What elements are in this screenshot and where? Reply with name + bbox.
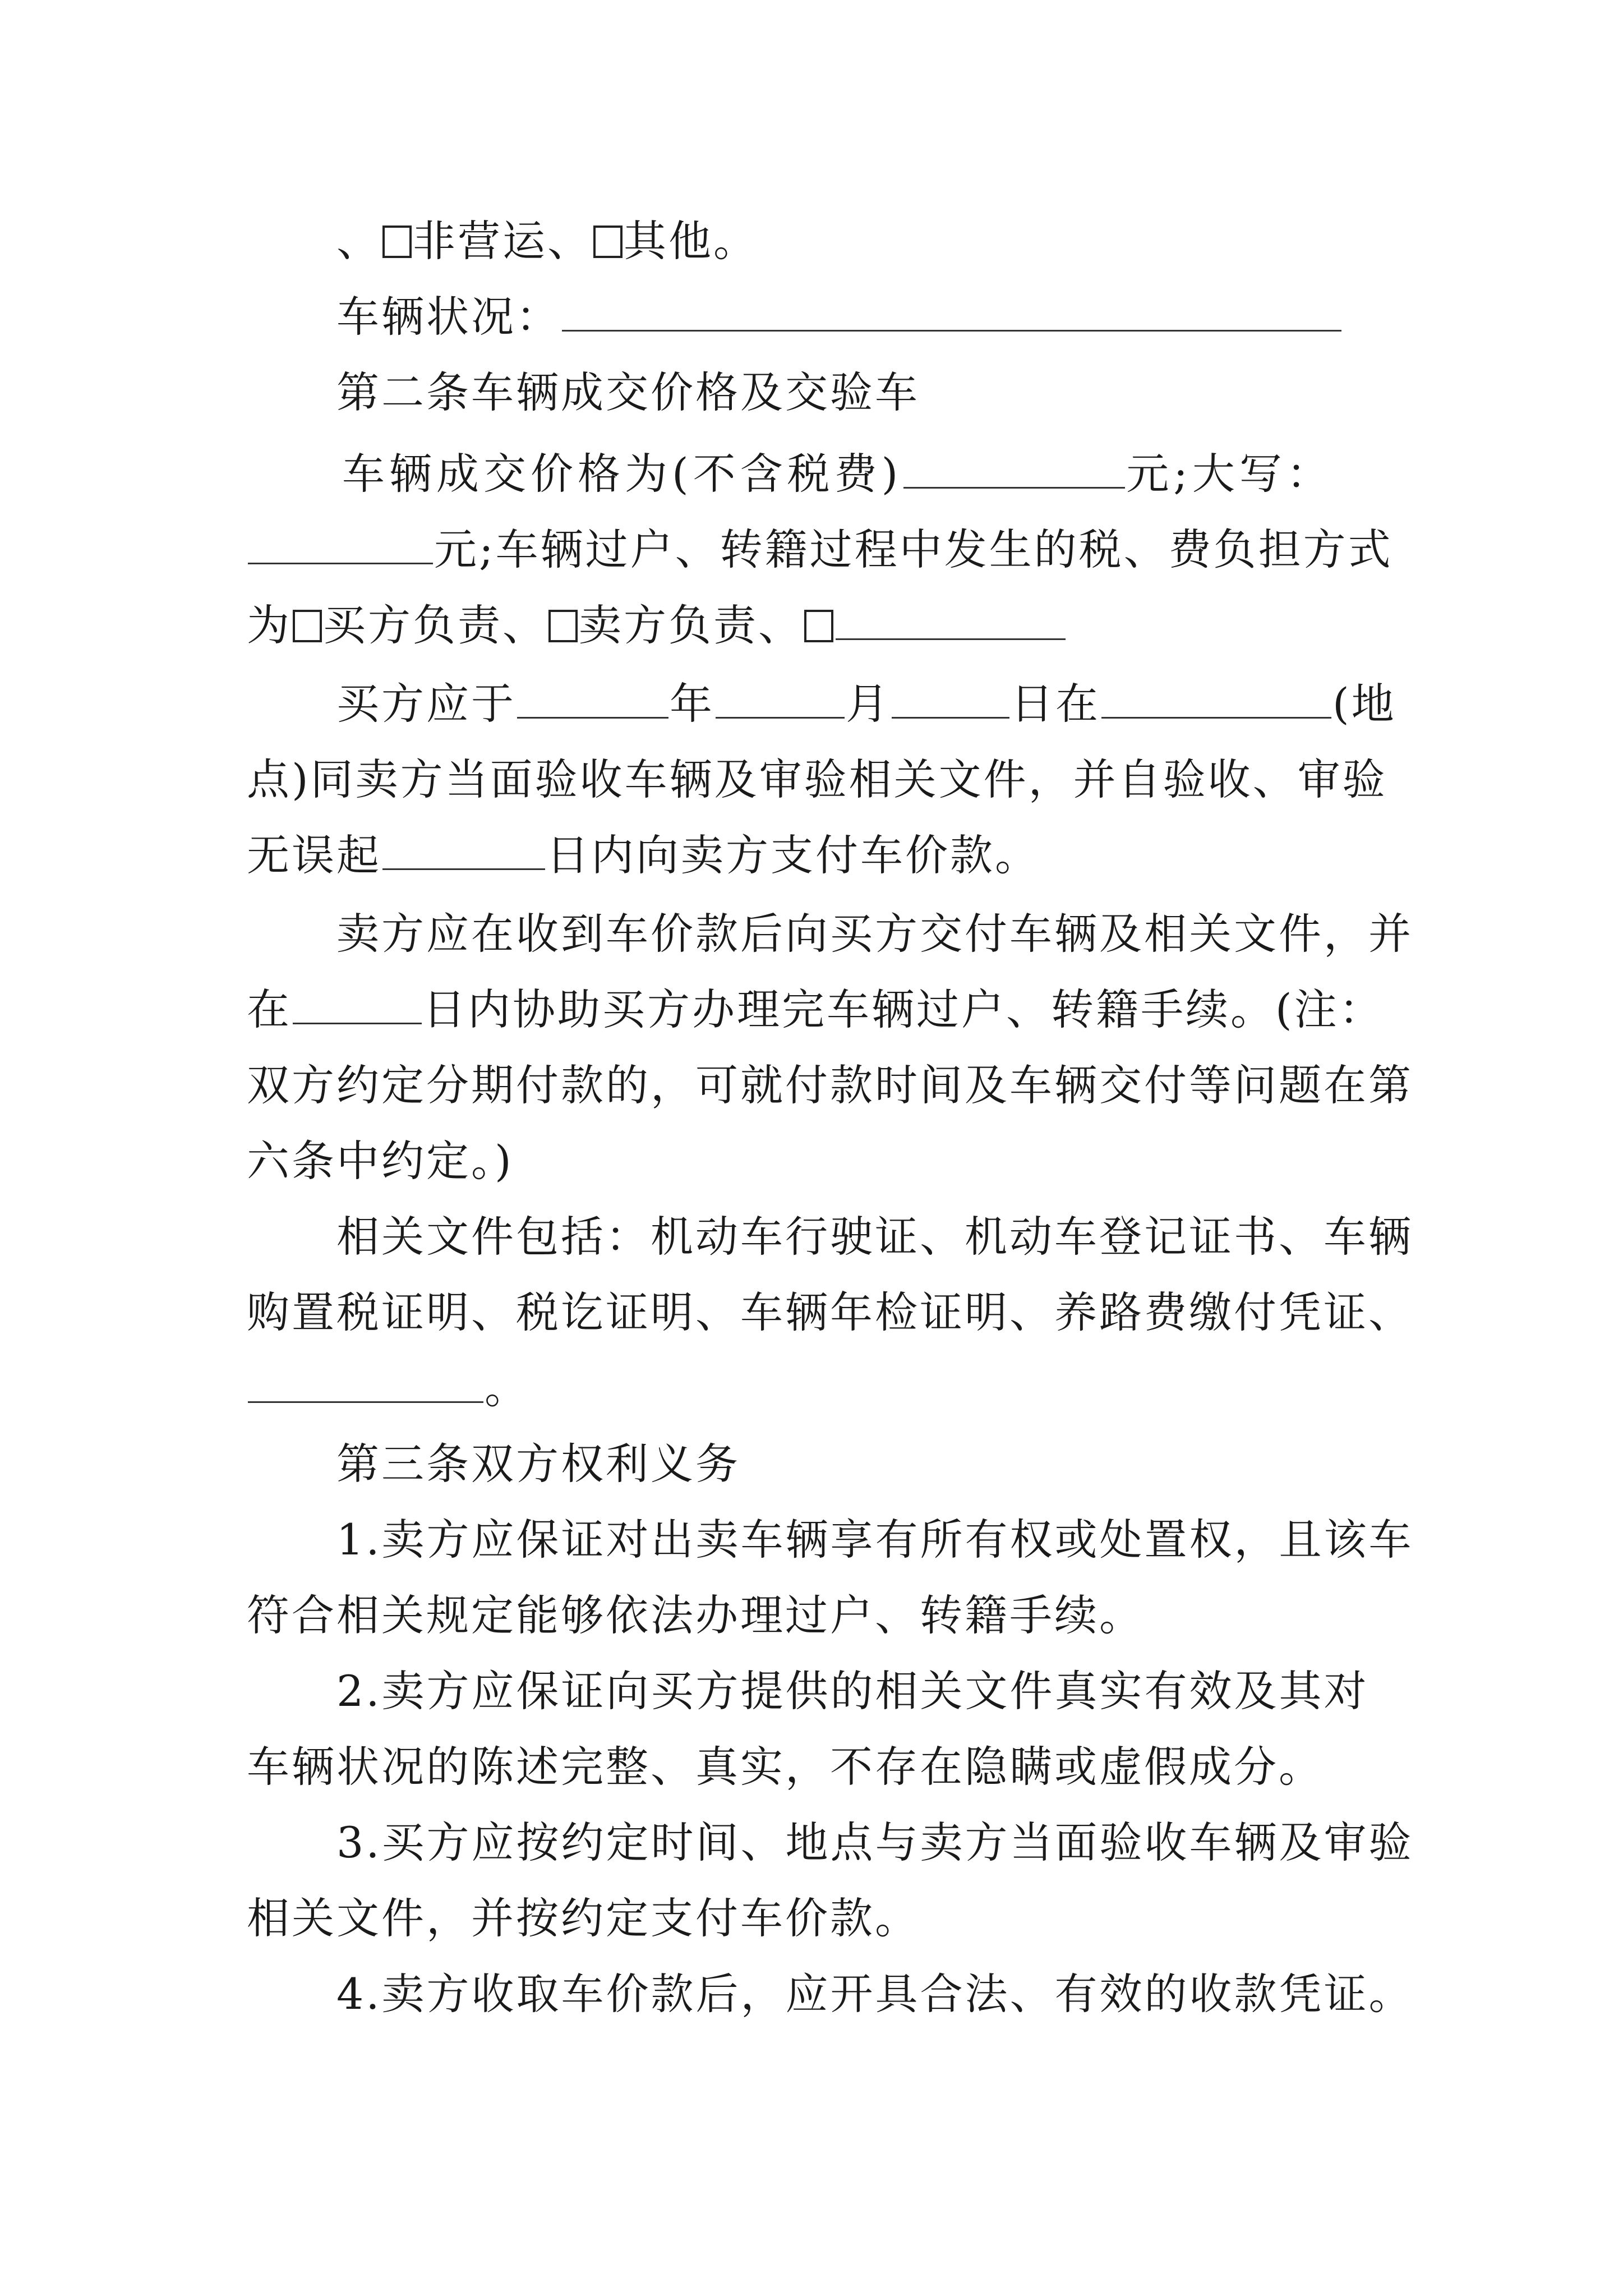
text: 点)同卖方当面验收车辆及审验相关文件，并自验收、审验 (247, 754, 1387, 804)
section-heading-article-3 (336, 1433, 740, 1495)
list-item (336, 1812, 1414, 1874)
text-line (247, 1282, 1413, 1343)
blank-price-in-words[interactable] (248, 523, 433, 564)
text: 3.买方应按约定时间、地点与卖方当面验收车辆及审验 (336, 1818, 1414, 1867)
blank-vehicle-condition[interactable] (562, 291, 1341, 332)
text-line-tax-burden (247, 519, 1393, 581)
text: 卖方负责、 (579, 600, 803, 650)
text: 相关文件包括：机动车行驶证、机动车登记证书、车辆 (336, 1212, 1413, 1262)
text-line-other-documents (247, 1358, 529, 1419)
text: 双方约定分期付款的，可就付款时间及车辆交付等问题在第 (247, 1060, 1413, 1110)
text: 。 (485, 1363, 529, 1413)
text: 第二条车辆成交价格及交验车 (336, 367, 920, 417)
checkbox[interactable] (548, 610, 578, 642)
text: 在 (247, 984, 292, 1034)
blank-day[interactable] (892, 678, 1009, 719)
text: 符合相关规定能够依法办理过户、转籍手续。 (247, 1590, 1144, 1640)
checkbox[interactable] (804, 610, 833, 642)
text: 第三条双方权利义务 (336, 1439, 740, 1489)
text-line (247, 1736, 1324, 1798)
list-item (336, 1509, 1414, 1571)
text: 非营运、 (413, 216, 592, 266)
text: 月 (846, 679, 891, 729)
text: 1.卖方应保证对出卖车辆享有所有权或处置权，且该车 (336, 1515, 1414, 1565)
text-line-transfer-days (247, 979, 1384, 1041)
list-item (336, 1660, 1369, 1722)
text: 买方负责、 (323, 600, 547, 650)
text: 、 (336, 216, 381, 266)
blank-price-amount[interactable] (903, 448, 1125, 489)
text: 4.卖方收取车价款后，应开具合法、有效的收款凭证。 (336, 1969, 1414, 2019)
text: 买方应于 (336, 679, 516, 729)
blank-month[interactable] (716, 678, 845, 719)
text: (地 (1332, 679, 1396, 729)
text: 购置税证明、税讫证明、车辆年检证明、养路费缴付凭证、 (247, 1287, 1413, 1337)
text-line-inspection-date (336, 673, 1396, 735)
text: 日内向卖方支付车价款。 (546, 830, 1040, 880)
text: 无误起 (247, 830, 381, 880)
text-line (247, 1055, 1413, 1116)
section-heading-article-2 (336, 362, 920, 424)
text: 日在 (1011, 679, 1100, 729)
text: 其他。 (624, 216, 758, 266)
blank-transfer-days[interactable] (293, 983, 422, 1024)
text: 2.卖方应保证向买方提供的相关文件真实有效及其对 (336, 1666, 1369, 1716)
text-line-payment-days (247, 825, 1040, 886)
text: 卖方应在收到车价款后向买方交付车辆及相关文件，并 (336, 909, 1413, 959)
text: 为 (247, 600, 292, 650)
text-line-vehicle-condition (336, 286, 1343, 348)
text-line (247, 1585, 1144, 1646)
text: 日内协助买方办理完车辆过户、转籍手续。(注： (423, 984, 1384, 1034)
blank-payment-days[interactable] (382, 829, 545, 870)
blank-location[interactable] (1101, 678, 1331, 719)
text-line-price (342, 443, 1334, 505)
blank-other-documents[interactable] (248, 1362, 483, 1403)
checkbox[interactable] (293, 610, 322, 642)
text: 元;车辆过户、转籍过程中发生的税、费负担方式 (434, 524, 1393, 574)
text: 车辆成交价格为(不含税费) (342, 449, 903, 499)
text: 六条中约定。) (247, 1136, 514, 1186)
text-line-tax-payer (247, 595, 1067, 656)
text-line (247, 1130, 514, 1192)
text: 年 (670, 679, 714, 729)
text-line (247, 749, 1387, 811)
blank-year[interactable] (517, 678, 668, 719)
text-line (247, 1888, 920, 1949)
text: 相关文件，并按约定支付车价款。 (247, 1893, 920, 1943)
blank-other-payer[interactable] (836, 599, 1066, 640)
text-line (336, 903, 1413, 965)
text: 车辆状况： (336, 292, 561, 342)
checkbox[interactable] (382, 226, 412, 258)
text: 元;大写： (1126, 449, 1334, 499)
text-line (336, 1206, 1413, 1268)
text: 车辆状况的陈述完整、真实，不存在隐瞒或虚假成分。 (247, 1742, 1324, 1792)
checkbox[interactable] (593, 226, 623, 258)
text-line-vehicle-use (336, 210, 758, 272)
list-item (336, 1963, 1414, 2025)
